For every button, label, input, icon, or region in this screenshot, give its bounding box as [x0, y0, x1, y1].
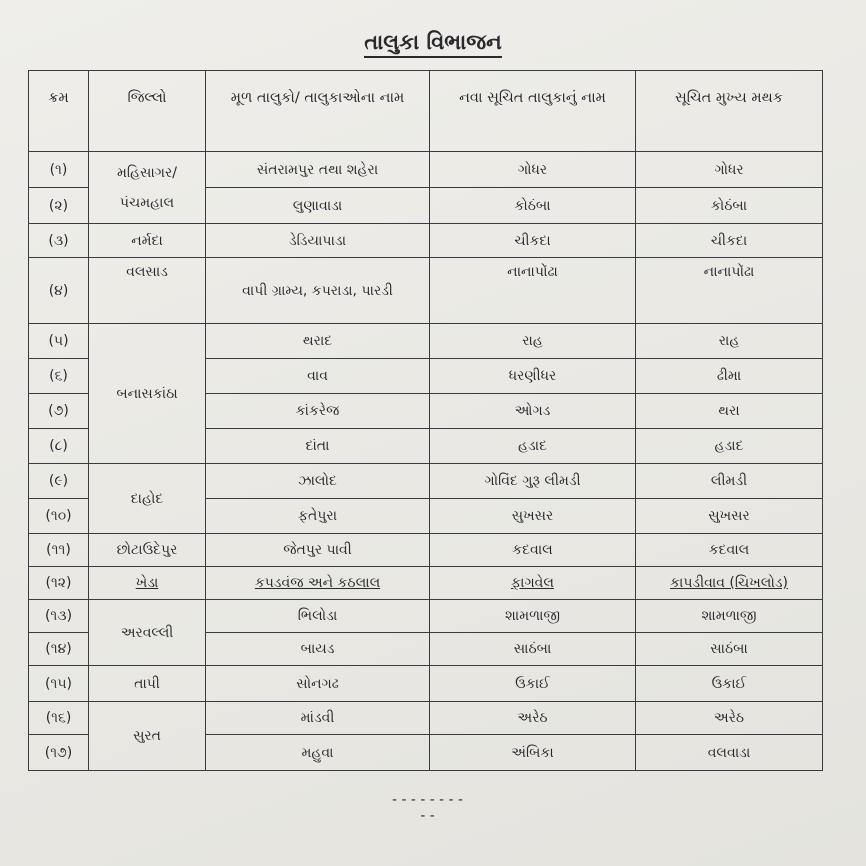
new-taluka-cell: સાઠંબા	[430, 633, 636, 666]
new-taluka-cell: સુખસર	[430, 499, 636, 534]
serial-cell: (૧૨)	[29, 567, 89, 600]
new-taluka-cell: ધરણીધર	[430, 359, 636, 394]
headquarters-cell: અરેઠ	[636, 702, 823, 735]
original-taluka-cell: ઝાલોદ	[206, 464, 430, 499]
original-taluka-cell: માંડવી	[206, 702, 430, 735]
new-taluka-cell: કદવાલ	[430, 534, 636, 567]
original-taluka-cell: ફતેપુરા	[206, 499, 430, 534]
serial-cell: (૩)	[29, 224, 89, 258]
table-row	[29, 666, 823, 702]
serial-cell: (૧૦)	[29, 499, 89, 534]
original-taluka-cell: લુણાવાડા	[206, 188, 430, 224]
footer-separator: ----------	[390, 792, 466, 824]
header-new-taluka: નવા સૂચિત તાલુકાનું નામ	[430, 71, 636, 152]
serial-cell: (૮)	[29, 429, 89, 464]
serial-cell: (૧૧)	[29, 534, 89, 567]
original-taluka-cell: થરાદ	[206, 324, 430, 359]
new-taluka-cell: ચીકદા	[430, 224, 636, 258]
headquarters-cell: થરા	[636, 394, 823, 429]
new-taluka-cell: અરેઠ	[430, 702, 636, 735]
headquarters-cell: ગોધર	[636, 152, 823, 188]
serial-cell: (૧૭)	[29, 735, 89, 771]
district-cell: વલસાડ	[89, 258, 206, 324]
district-cell	[89, 152, 206, 224]
original-taluka-cell: મહુવા	[206, 735, 430, 771]
headquarters-cell: ચીકદા	[636, 224, 823, 258]
serial-cell: (૭)	[29, 394, 89, 429]
header-row	[29, 71, 823, 152]
serial-cell: (૨)	[29, 188, 89, 224]
original-taluka-cell: જેતપુર પાવી	[206, 534, 430, 567]
table-row	[29, 224, 823, 258]
headquarters-cell: હડાદ	[636, 429, 823, 464]
original-taluka-cell: ભિલોડા	[206, 600, 430, 633]
district-cell: બનાસકાંઠા	[89, 324, 206, 464]
headquarters-cell: નાનાપોંઢા	[636, 258, 823, 324]
headquarters-cell: લીમડી	[636, 464, 823, 499]
serial-cell: (૯)	[29, 464, 89, 499]
original-taluka-cell: ડેડિયાપાડા	[206, 224, 430, 258]
original-taluka-cell: કપડવંજ અને કઠલાલ	[206, 567, 430, 600]
new-taluka-cell: હડાદ	[430, 429, 636, 464]
serial-cell: (૬)	[29, 359, 89, 394]
document-title: તાલુકા વિભાજન	[0, 30, 866, 55]
table-row	[29, 600, 823, 633]
original-taluka-cell: દાંતા	[206, 429, 430, 464]
headquarters-cell: કદવાલ	[636, 534, 823, 567]
district-cell: નર્મદા	[89, 224, 206, 258]
new-taluka-cell: કોઠંબા	[430, 188, 636, 224]
headquarters-cell: વલવાડા	[636, 735, 823, 771]
original-taluka-cell: વાવ	[206, 359, 430, 394]
table-row	[29, 534, 823, 567]
headquarters-cell: સાઠંબા	[636, 633, 823, 666]
original-taluka-cell: સંતરામપુર તથા શહેરા	[206, 152, 430, 188]
district-cell: તાપી	[89, 666, 206, 702]
new-taluka-cell: નાનાપોંઢા	[430, 258, 636, 324]
serial-cell: (૧)	[29, 152, 89, 188]
headquarters-cell: શામળાજી	[636, 600, 823, 633]
new-taluka-cell: ફાગવેલ	[430, 567, 636, 600]
district-name: મહિસાગર/	[117, 164, 177, 181]
district-cell: સુરત	[89, 702, 206, 771]
new-taluka-cell: ગોવિંદ ગુરૂ લીમડી	[430, 464, 636, 499]
serial-cell: (૪)	[29, 258, 89, 324]
serial-cell: (૧૬)	[29, 702, 89, 735]
headquarters-cell: કાપડીવાવ (ચિખલોડ)	[636, 567, 823, 600]
district-cell: અરવલ્લી	[89, 600, 206, 666]
original-taluka-cell: વાપી ગ્રામ્ય, કપરાડા, પારડી	[206, 258, 430, 324]
new-taluka-cell: રાહ	[430, 324, 636, 359]
table-row	[29, 152, 823, 188]
table-row	[29, 324, 823, 359]
headquarters-cell: સુખસર	[636, 499, 823, 534]
header-original-taluka: મૂળ તાલુકો/ તાલુકાઓના નામ	[206, 71, 430, 152]
header-headquarters: સૂચિત મુખ્ય મથક	[636, 71, 823, 152]
taluka-table	[28, 70, 823, 771]
new-taluka-cell: ગોધર	[430, 152, 636, 188]
table-row	[29, 567, 823, 600]
headquarters-cell: કોઠંબા	[636, 188, 823, 224]
table-row	[29, 258, 823, 324]
original-taluka-cell: બાયડ	[206, 633, 430, 666]
header-district: જિલ્લો	[89, 71, 206, 152]
table-row	[29, 464, 823, 499]
serial-cell: (૧૫)	[29, 666, 89, 702]
district-name: પંચમહાલ	[119, 194, 175, 211]
serial-cell: (૧૪)	[29, 633, 89, 666]
original-taluka-cell: કાંકરેજ	[206, 394, 430, 429]
table-row	[29, 702, 823, 735]
serial-cell: (૧૩)	[29, 600, 89, 633]
new-taluka-cell: ઉકાઈ	[430, 666, 636, 702]
district-cell: ખેડા	[89, 567, 206, 600]
header-serial: ક્રમ	[29, 71, 89, 152]
headquarters-cell: રાહ	[636, 324, 823, 359]
headquarters-cell: ઉકાઈ	[636, 666, 823, 702]
district-cell: દાહોદ	[89, 464, 206, 534]
new-taluka-cell: ઓગડ	[430, 394, 636, 429]
headquarters-cell: ઢીમા	[636, 359, 823, 394]
new-taluka-cell: અંબિકા	[430, 735, 636, 771]
new-taluka-cell: શામળાજી	[430, 600, 636, 633]
original-taluka-cell: સોનગઢ	[206, 666, 430, 702]
serial-cell: (૫)	[29, 324, 89, 359]
district-cell: છોટાઉદેપુર	[89, 534, 206, 567]
